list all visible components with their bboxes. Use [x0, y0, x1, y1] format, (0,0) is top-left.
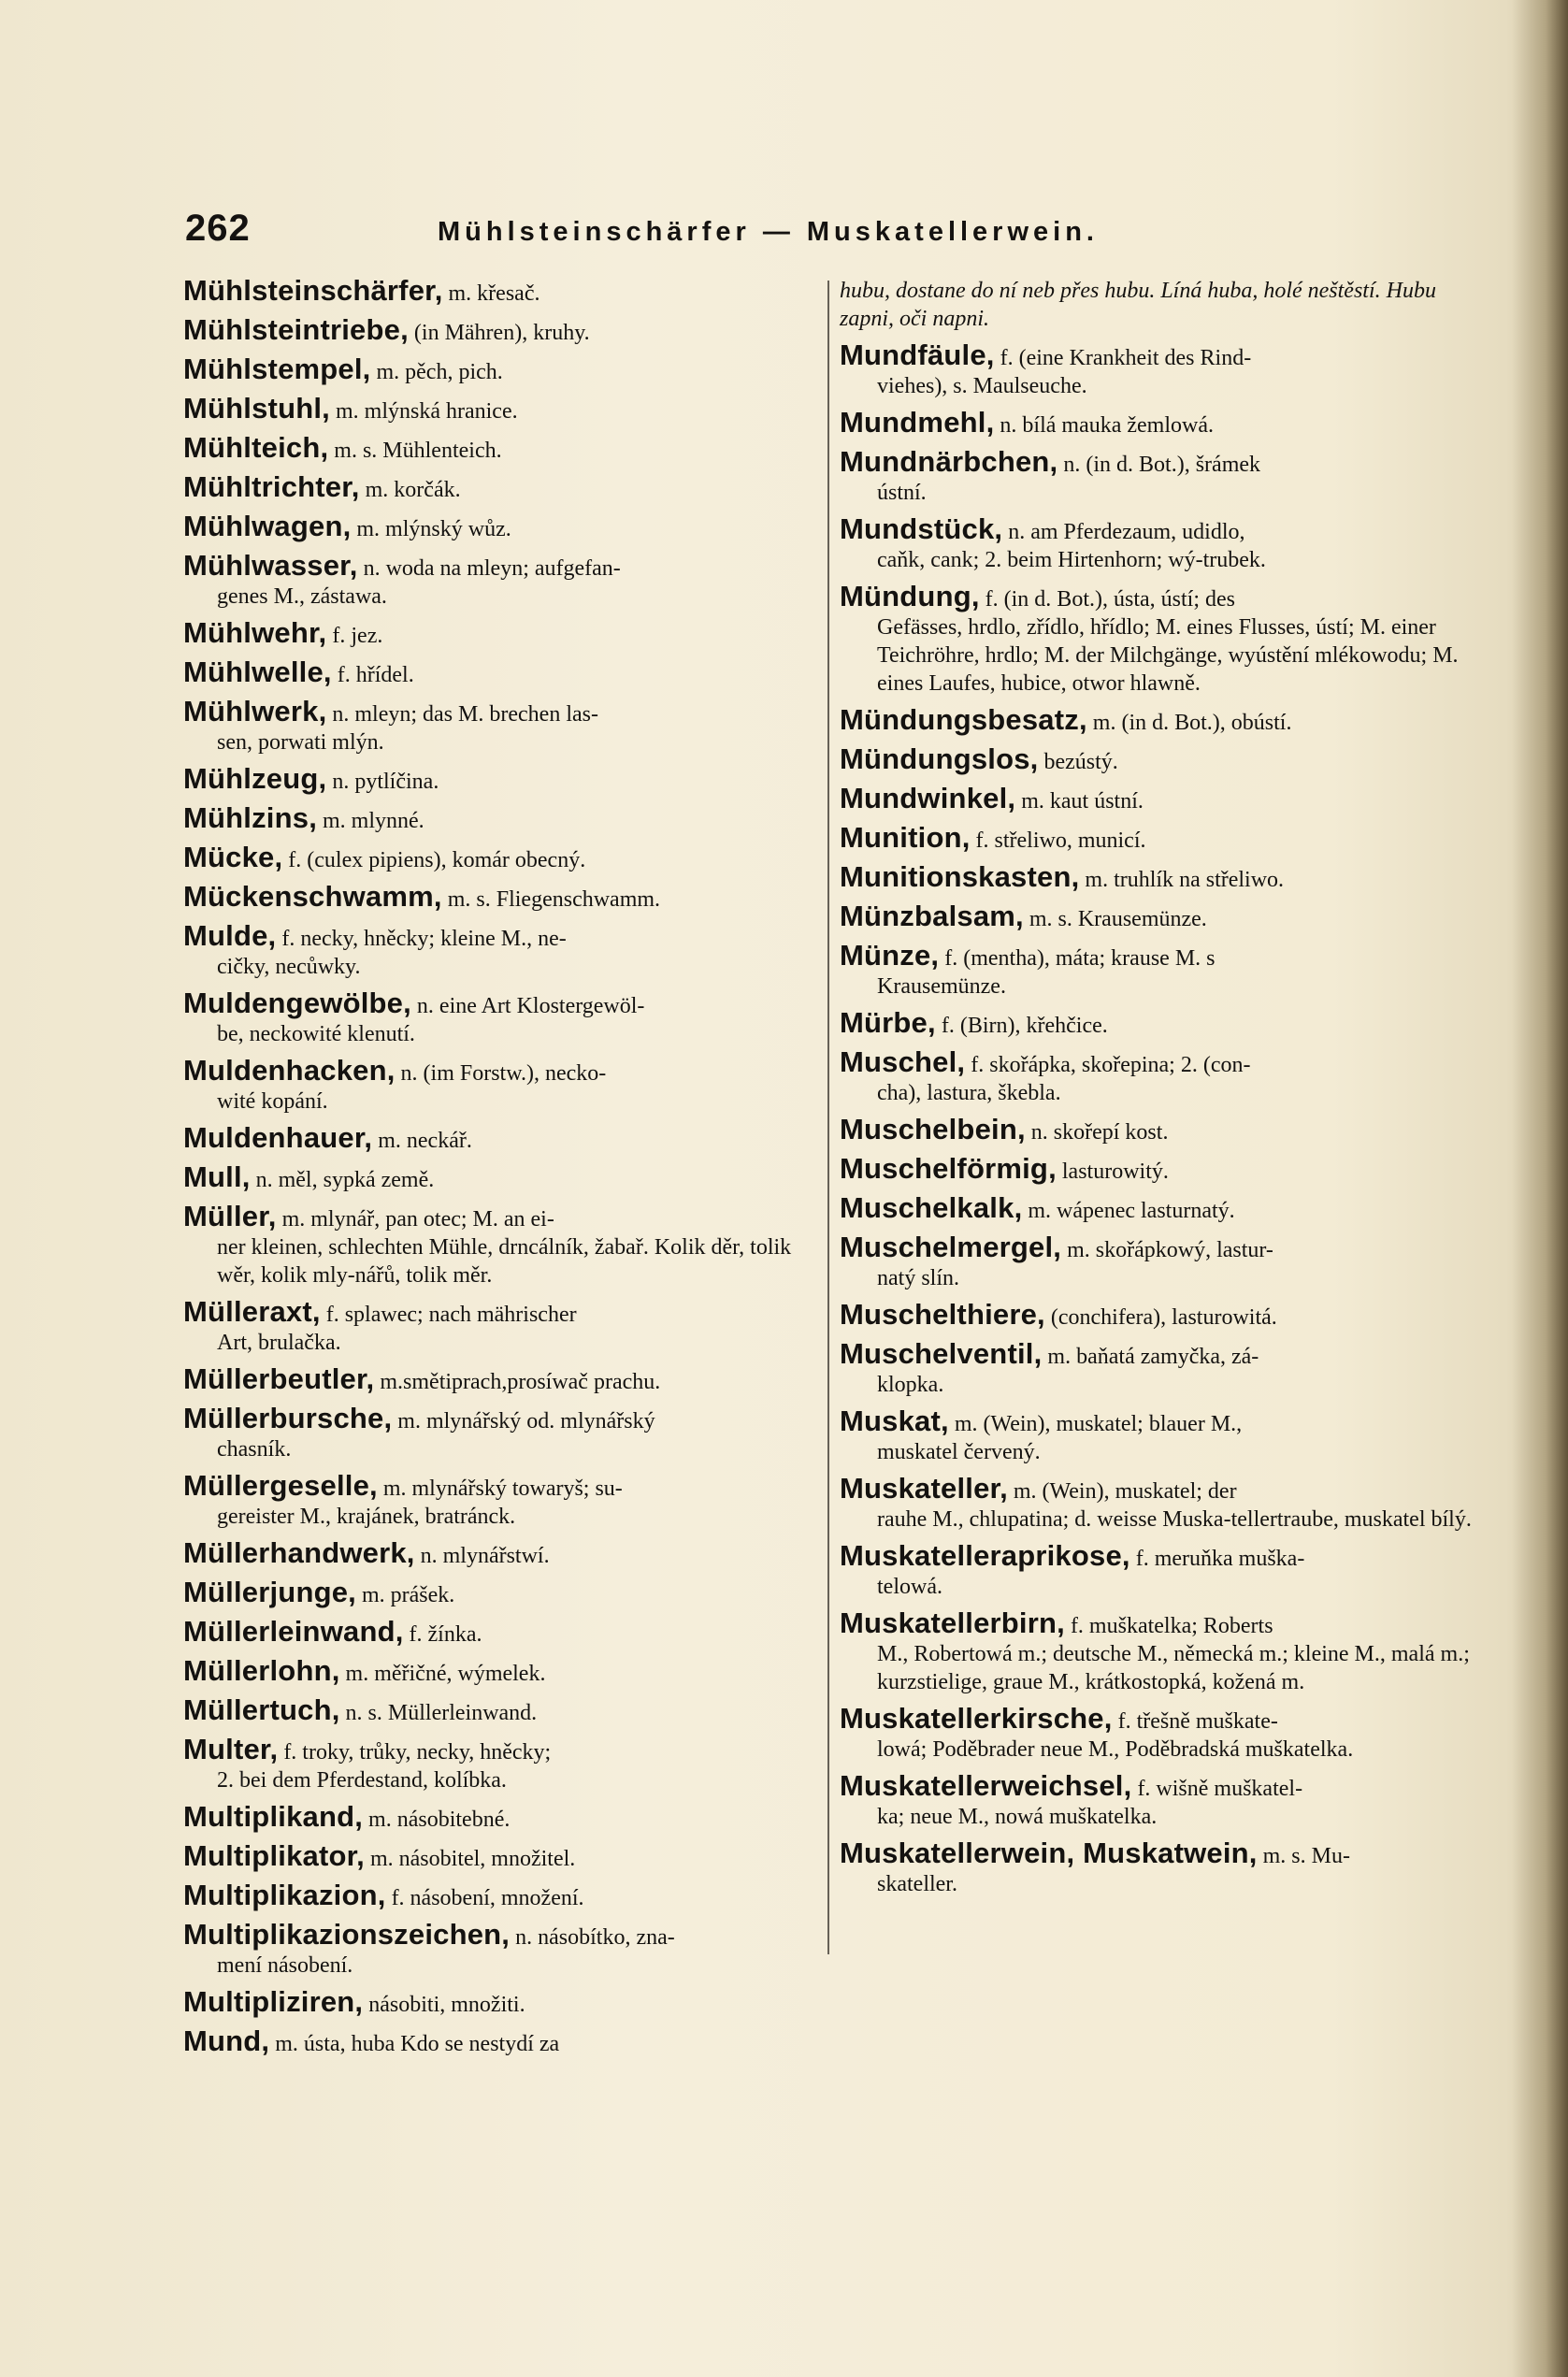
entry-continuation: mení násobení.	[217, 1953, 353, 1978]
entry-definition: m. měřičné, wýmelek.	[345, 1662, 546, 1686]
entry-headword: Mückenschwamm,	[183, 880, 442, 913]
entry-definition: n. skořepí kost.	[1030, 1120, 1169, 1145]
entry-headword: Muschel,	[840, 1045, 966, 1078]
entry-definition: f. wišně muškatel-	[1137, 1777, 1303, 1801]
entry-definition: f. (mentha), máta; krause M. s	[944, 946, 1216, 971]
dictionary-entry	[840, 1045, 1485, 1107]
entry-headword: Munition,	[840, 821, 971, 854]
entry-definition: m. mlynné.	[323, 809, 424, 833]
entry-definition: f. (eine Krankheit des Rind-	[1000, 346, 1252, 370]
entry-headword: Muschelthiere,	[840, 1298, 1045, 1331]
entry-definition: n. násobítko, zna-	[515, 1925, 675, 1950]
entry-headword: Müllerhandwerk,	[183, 1536, 415, 1569]
entry-definition: n. měl, sypká země.	[255, 1168, 435, 1192]
dictionary-entry	[183, 1654, 819, 1688]
dictionary-entry	[183, 392, 819, 425]
entry-definition: násobiti, množiti.	[368, 1993, 525, 2017]
dictionary-entry	[840, 1298, 1485, 1332]
entry-definition: lasturowitý.	[1061, 1160, 1169, 1184]
entry-definition: m. (in d. Bot.), obústí.	[1092, 711, 1292, 735]
entry-definition: f. skořápka, skořepina; 2. (con-	[971, 1053, 1251, 1077]
entry-definition: n. pytlíčina.	[332, 770, 439, 794]
entry-definition: m.smětiprach,prosíwač prachu.	[380, 1370, 661, 1394]
entry-headword: Mündungslos,	[840, 742, 1039, 775]
dictionary-entry	[183, 1733, 819, 1794]
dictionary-entry	[840, 902, 1485, 933]
page-edge-shadow	[1512, 0, 1568, 2377]
entry-definition: m. skořápkowý, lastur-	[1067, 1238, 1273, 1262]
entry-definition: m. korčák.	[365, 478, 461, 502]
dictionary-entry	[183, 1693, 819, 1727]
entry-definition: m. wápenec lasturnatý.	[1028, 1199, 1235, 1223]
dictionary-entry	[183, 695, 819, 756]
entry-definition: f. násobení, množení.	[391, 1886, 584, 1910]
entry-headword: Muschelkalk,	[840, 1191, 1023, 1224]
entry-continuation: skateller.	[877, 1872, 957, 1896]
entry-definition: f. žínka.	[409, 1622, 482, 1647]
entry-headword: Mühlzeug,	[183, 762, 327, 795]
dictionary-entry	[840, 1152, 1485, 1186]
dictionary-entry	[183, 843, 819, 874]
entry-definition: m. mlýnská hranice.	[335, 399, 518, 424]
dictionary-entry	[183, 549, 819, 611]
dictionary-entry	[183, 616, 819, 650]
entry-definition: n. eine Art Klostergewöl-	[416, 994, 645, 1018]
entry-headword: Muschelbein,	[840, 1113, 1026, 1145]
entry-headword: Mühlstuhl,	[183, 392, 330, 425]
entry-definition: n. mlynářstwí.	[420, 1544, 550, 1568]
entry-definition: m. neckář.	[378, 1129, 472, 1153]
dictionary-entry	[183, 1362, 819, 1396]
dictionary-entry	[183, 762, 819, 796]
dictionary-entry	[840, 1472, 1485, 1534]
entry-definition: m. křesač.	[448, 281, 540, 306]
entry-definition: f. střeliwo, municí.	[975, 828, 1146, 853]
entry-headword: Multiplikator,	[183, 1839, 365, 1872]
entry-definition: m. kaut ústní.	[1021, 789, 1144, 814]
entry-headword: Müllergeselle,	[183, 1469, 378, 1502]
entry-definition: m. mlynář, pan otec; M. an ei-	[281, 1207, 554, 1232]
entry-headword: Muschelförmig,	[840, 1152, 1057, 1185]
entry-definition: n. woda na mleyn; aufgefan-	[363, 556, 621, 581]
entry-headword: Mürbe,	[840, 1006, 936, 1039]
entry-definition: m. (Wein), muskatel; blauer M.,	[954, 1412, 1243, 1436]
entry-headword: Muldenhauer,	[183, 1121, 373, 1154]
entry-headword: Mühlwagen,	[183, 510, 352, 542]
entry-headword: Müllerleinwand,	[183, 1615, 404, 1648]
dictionary-entry	[183, 1578, 819, 1609]
entry-continuation: muskatel červený.	[877, 1440, 1041, 1464]
entry-definition: m. mlýnský wůz.	[356, 517, 511, 541]
dictionary-entry	[183, 655, 819, 689]
entry-definition: n. am Pferdezaum, udidlo,	[1008, 520, 1245, 544]
entry-definition: f. necky, hněcky; kleine M., ne-	[281, 927, 567, 951]
dictionary-entry	[183, 919, 819, 981]
dictionary-entry	[840, 939, 1485, 1001]
entry-continuation: telowá.	[877, 1575, 942, 1599]
entry-definition: f. meruňka muška-	[1135, 1547, 1305, 1571]
dictionary-entry	[183, 1469, 819, 1531]
dictionary-entry	[840, 703, 1485, 737]
page-number: 262	[185, 208, 251, 249]
entry-definition: n. mleyn; das M. brechen las-	[332, 702, 598, 727]
dictionary-entry	[840, 742, 1485, 776]
entry-continuation: rauhe M., chlupatina; d. weisse Muska-tellertraube, muskatel bílý.	[877, 1507, 1472, 1532]
page-header	[185, 208, 1242, 264]
entry-headword: Müller,	[183, 1200, 277, 1232]
dictionary-entry	[183, 274, 819, 308]
running-head: Mühlsteinschärfer — Muskatellerwein.	[438, 217, 1099, 247]
dictionary-entry	[840, 1407, 1485, 1466]
entry-continuation: ka; neue M., nowá muškatelka.	[877, 1805, 1158, 1829]
dictionary-entry	[183, 1054, 819, 1116]
dictionary-entry	[840, 782, 1485, 815]
entry-definition: m. s. Krausemünze.	[1029, 907, 1207, 931]
entry-headword: Mühlteich,	[183, 431, 329, 464]
dictionary-entry	[840, 821, 1485, 855]
entry-definition: f. hřídel.	[337, 663, 414, 687]
entry-headword: Mühlwasser,	[183, 549, 358, 582]
entry-headword: Mundstück,	[840, 512, 1003, 545]
entry-definition: n. s. Müllerleinwand.	[345, 1701, 538, 1725]
entry-continuation: natý slín.	[877, 1266, 959, 1290]
entry-headword: Mund,	[183, 2024, 270, 2057]
entry-headword: Muskatelleraprikose,	[840, 1539, 1130, 1572]
entry-definition: m. násobitel, množitel.	[369, 1847, 576, 1871]
entry-definition: f. jez.	[332, 624, 383, 648]
entry-definition: m. s. Fliegenschwamm.	[447, 887, 661, 912]
dictionary-entry	[183, 1536, 819, 1570]
entry-definition: f. třešně muškate-	[1117, 1709, 1278, 1734]
entry-headword: Multiplikazionszeichen,	[183, 1918, 511, 1951]
entry-definition: f. muškatelka; Roberts	[1070, 1614, 1273, 1638]
entry-headword: Multiplikand,	[183, 1800, 364, 1833]
dictionary-entry	[183, 880, 819, 914]
entry-headword: Muldenhacken,	[183, 1054, 396, 1087]
entry-headword: Muskatellerbirn,	[840, 1606, 1065, 1639]
entry-definition: (conchifera), lasturowitá.	[1050, 1305, 1277, 1330]
entry-headword: Munitionskasten,	[840, 860, 1080, 893]
entry-headword: Mühlstempel,	[183, 353, 371, 385]
column-divider	[827, 281, 829, 1954]
entry-continuation: 2. bei dem Pferdestand, kolíbka.	[217, 1768, 507, 1793]
entry-continuation: Gefässes, hrdlo, zřídlo, hřídlo; M. eines Flusses, ústí; M. einer Teichröhre, hrdlo; M. der Milchgänge, wyústění mlékowodu; M. eines Laufes, hubice, otwor hlawně.	[877, 615, 1459, 696]
dictionary-entry	[183, 1160, 819, 1194]
entry-headword: Mündung,	[840, 580, 980, 612]
dictionary-entry	[183, 512, 819, 543]
entry-headword: Multer,	[183, 1733, 279, 1765]
entry-headword: Müllerbeutler,	[183, 1362, 375, 1395]
dictionary-entry	[183, 801, 819, 835]
entry-definition: m. pěch, pich.	[376, 360, 503, 384]
entry-continuation: sen, porwati mlýn.	[217, 730, 384, 755]
dictionary-entry	[183, 1881, 819, 1912]
entry-definition: m. prášek.	[361, 1583, 455, 1607]
dictionary-entry	[183, 470, 819, 504]
dictionary-entry	[840, 1337, 1485, 1399]
entry-definition: m. s. Mühlenteich.	[334, 439, 502, 463]
entry-continuation: caňk, cank; 2. beim Hirtenhorn; wý-trubek.	[877, 548, 1266, 572]
dictionary-entry	[840, 1702, 1485, 1764]
dictionary-entry	[183, 989, 819, 1048]
entry-definition: m. (Wein), muskatel; der	[1013, 1479, 1237, 1504]
entry-continuation: M., Robertowá m.; deutsche M., německá m.; kleine M., malá m.; kurzstielige, graue M., krátkostopká, kožená m.	[877, 1642, 1470, 1694]
entry-headword: Mühlsteintriebe,	[183, 313, 409, 346]
entry-definition: f. (Birn), křehčice.	[941, 1014, 1108, 1038]
entry-headword: Mühlwehr,	[183, 616, 327, 649]
entry-headword: Multiplikazion,	[183, 1879, 386, 1911]
entry-headword: Mull,	[183, 1160, 251, 1193]
entry-definition: f. (in d. Bot.), ústa, ústí; des	[985, 587, 1235, 612]
right-column	[840, 277, 1485, 1907]
dictionary-entry	[183, 1918, 819, 1980]
entry-headword: Mündungsbesatz,	[840, 703, 1087, 736]
dictionary-entry	[183, 1121, 819, 1155]
entry-definition: m. mlynářský towaryš; su-	[382, 1477, 623, 1501]
entry-continuation: cha), lastura, škebla.	[877, 1081, 1061, 1105]
dictionary-entry	[183, 1615, 819, 1649]
dictionary-entry	[183, 1402, 819, 1463]
entry-headword: Mühlsteinschärfer,	[183, 274, 443, 307]
dictionary-entry	[840, 445, 1485, 507]
entry-headword: Muskateller,	[840, 1472, 1008, 1505]
entry-definition: n. (in d. Bot.), šrámek	[1063, 453, 1261, 477]
dictionary-entry	[840, 406, 1485, 439]
dictionary-entry	[840, 1539, 1485, 1601]
entry-headword: Mühlwerk,	[183, 695, 327, 728]
entry-headword: Mücke,	[183, 841, 283, 873]
dictionary-entry	[840, 1233, 1485, 1292]
entry-continuation: ústní.	[877, 481, 927, 505]
dictionary-entry	[183, 313, 819, 347]
dictionary-entry	[183, 355, 819, 386]
entry-headword: Muskatellerweichsel,	[840, 1769, 1132, 1802]
dictionary-entry	[840, 341, 1485, 400]
dictionary-entry	[840, 1006, 1485, 1040]
entry-headword: Multipliziren,	[183, 1985, 364, 2018]
left-column	[183, 274, 819, 2067]
continued-entry-text: hubu, dostane do ní neb přes hubu. Líná huba, holé neštěstí. Hubu zapni, oči napni.	[840, 279, 1436, 331]
entry-headword: Mühlzins,	[183, 801, 318, 834]
entry-continuation: Krausemünze.	[877, 974, 1006, 999]
entry-continuation: cičky, necůwky.	[217, 955, 361, 979]
entry-headword: Muschelmergel,	[840, 1231, 1062, 1263]
dictionary-entry	[840, 860, 1485, 894]
entry-definition: n. bílá mauka žemlowá.	[1000, 413, 1214, 438]
entry-headword: Müllertuch,	[183, 1693, 340, 1726]
entry-headword: Müllerjunge,	[183, 1576, 356, 1608]
entry-definition: f. troky, trůky, necky, hněcky;	[283, 1740, 552, 1765]
entry-headword: Muskat,	[840, 1405, 949, 1437]
entry-headword: Muskatellerkirsche,	[840, 1702, 1113, 1735]
dictionary-entry	[840, 1769, 1485, 1831]
entry-headword: Mülleraxt,	[183, 1295, 321, 1328]
entry-definition: m. baňatá zamyčka, zá-	[1047, 1345, 1259, 1369]
entry-headword: Münze,	[840, 939, 940, 972]
entry-continuation: Art, brulačka.	[217, 1331, 341, 1355]
entry-headword: Muskatellerwein, Muskatwein,	[840, 1837, 1258, 1869]
dictionary-entry	[183, 2024, 819, 2058]
entry-headword: Müllerlohn,	[183, 1654, 340, 1687]
dictionary-entry	[840, 1606, 1485, 1696]
dictionary-entry	[840, 1839, 1485, 1898]
entry-headword: Mundwinkel,	[840, 782, 1016, 814]
entry-headword: Mulde,	[183, 919, 277, 952]
dictionary-entry	[840, 580, 1485, 698]
entry-definition: f. splawec; nach mährischer	[325, 1303, 577, 1327]
entry-headword: Mühltrichter,	[183, 470, 360, 503]
entry-definition: m. s. Mu-	[1262, 1844, 1350, 1868]
entry-headword: Muldengewölbe,	[183, 987, 411, 1019]
dictionary-entry	[840, 1191, 1485, 1225]
entry-headword: Muschelventil,	[840, 1337, 1043, 1370]
dictionary-entry	[183, 1200, 819, 1289]
dictionary-entry	[840, 1113, 1485, 1146]
entry-definition: m. truhlík na střeliwo.	[1085, 868, 1285, 892]
entry-definition: m. násobitebné.	[368, 1808, 511, 1832]
entry-headword: Mühlwelle,	[183, 655, 332, 688]
entry-continuation: viehes), s. Maulseuche.	[877, 374, 1087, 398]
entry-continuation: lowá; Poděbrader neue M., Poděbradská muškatelka.	[877, 1737, 1354, 1762]
dictionary-entry	[840, 512, 1485, 574]
entry-headword: Müllerbursche,	[183, 1402, 393, 1434]
entry-definition: (in Mähren), kruhy.	[413, 321, 590, 345]
dictionary-entry	[183, 431, 819, 465]
dictionary-entry	[183, 1839, 819, 1873]
entry-definition: m. ústa, huba Kdo se nestydí za	[275, 2032, 560, 2056]
entry-continuation: ner kleinen, schlechten Mühle, drncálník, žabař. Kolik děr, tolik wěr, kolik mly-nářů, tolik měr.	[217, 1235, 792, 1288]
dictionary-entry	[183, 1295, 819, 1357]
entry-definition: bezústý.	[1043, 750, 1118, 774]
entry-definition: n. (im Forstw.), necko-	[400, 1061, 607, 1086]
entry-continuation: klopka.	[877, 1373, 944, 1397]
entry-continuation: gereister M., krajánek, bratránck.	[217, 1505, 516, 1529]
entry-continuation: wité kopání.	[217, 1089, 328, 1114]
entry-continuation: chasník.	[217, 1437, 292, 1462]
entry-definition: m. mlynářský od. mlynářský	[397, 1409, 655, 1433]
dictionary-entry	[183, 1985, 819, 2019]
entry-headword: Münzbalsam,	[840, 900, 1024, 932]
entry-definition: f. (culex pipiens), komár obecný.	[288, 848, 586, 872]
entry-headword: Mundnärbchen,	[840, 445, 1058, 478]
entry-continuation: genes M., zástawa.	[217, 584, 387, 609]
entry-headword: Mundfäule,	[840, 339, 995, 371]
entry-continuation: be, neckowité klenutí.	[217, 1022, 415, 1046]
entry-headword: Mundmehl,	[840, 406, 995, 439]
dictionary-entry	[183, 1800, 819, 1834]
